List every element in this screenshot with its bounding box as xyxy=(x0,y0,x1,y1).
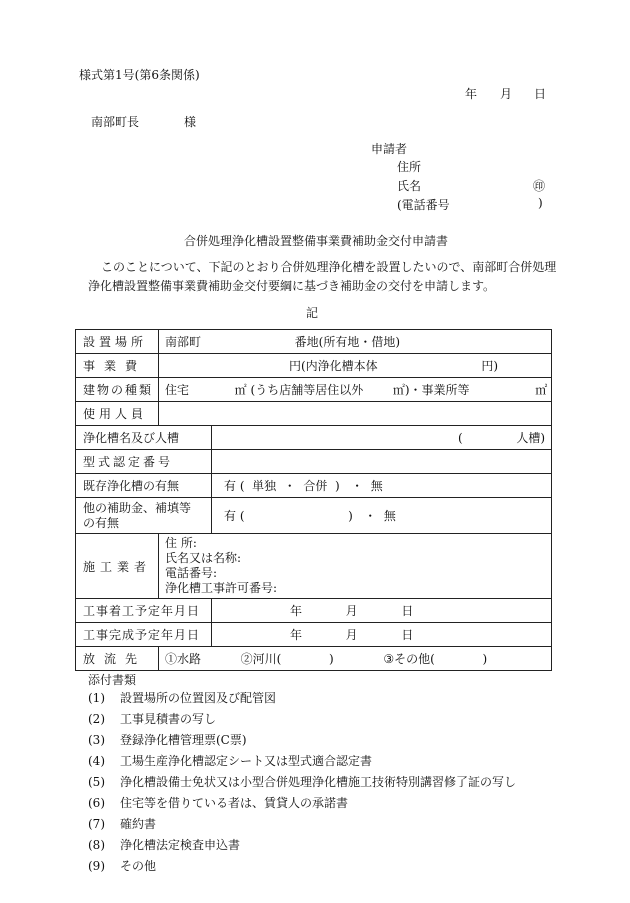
row-model xyxy=(76,450,552,474)
addressee: 南部町長 xyxy=(91,115,140,129)
contractor-name: 氏名又は名称: xyxy=(165,551,242,565)
end-date-year: 年 xyxy=(290,628,303,642)
attachment-num: (7) xyxy=(88,817,105,831)
building-house: 住宅 xyxy=(165,383,190,397)
attachment-item xyxy=(88,794,348,811)
tank-label: 浄化槽名及び人槽 xyxy=(76,426,212,450)
tank-open: ( xyxy=(458,431,463,445)
cost-text-end: 円) xyxy=(481,359,499,373)
body-line-2: 浄化槽設置整備事業費補助金交付要綱に基づき補助金の交付を申請します。 xyxy=(88,279,496,293)
other-subsidy-close: ) ・ 無 xyxy=(348,509,396,523)
model-label: 型式認定番号 xyxy=(76,450,212,474)
attachment-text: 登録浄化槽管理票(C票) xyxy=(120,733,247,747)
attachment-num: (6) xyxy=(88,796,105,810)
row-location xyxy=(76,330,552,354)
other-subsidy-open: 有 ( xyxy=(224,509,245,523)
attachment-item xyxy=(88,689,276,706)
discharge-opt-2: ②河川( xyxy=(240,652,282,666)
body-line-1: このことについて、下記のとおり合併処理浄化槽を設置したいので、南部町合併処理 xyxy=(101,260,557,274)
discharge-opt-3-close: ) xyxy=(482,652,488,666)
form-number: 様式第1号(第6条関係) xyxy=(79,68,200,82)
attachment-text: 浄化槽設備士免状又は小型合併処理浄化槽施工技術特別講習修了証の写し xyxy=(120,775,517,789)
attachment-text: 設置場所の位置図及び配管図 xyxy=(120,691,277,705)
attachment-text: 確約書 xyxy=(120,817,157,831)
cost-value xyxy=(159,354,552,378)
building-label: 建物の種類 xyxy=(76,378,159,402)
application-table xyxy=(75,329,552,671)
cost-label: 事業費 xyxy=(76,354,159,378)
attachment-text: 浄化槽法定検査申込書 xyxy=(120,838,241,852)
attachment-num: (8) xyxy=(88,838,105,852)
end-date-month: 月 xyxy=(345,628,358,642)
contractor-phone: 電話番号: xyxy=(165,566,218,580)
location-label: 設置場所 xyxy=(76,330,159,354)
row-discharge xyxy=(76,647,552,671)
building-m2-b: ㎡)・事業所等 xyxy=(392,383,470,397)
document-title: 合併処理浄化槽設置整備事業費補助金交付申請書 xyxy=(184,234,449,248)
contractor-value xyxy=(159,534,552,599)
attachment-text: 工場生産浄化槽認定シート又は型式適合認定書 xyxy=(120,754,373,768)
attachment-item xyxy=(88,836,240,853)
building-m2-c: ㎡ xyxy=(535,383,548,397)
attachment-text: 住宅等を借りている者は、賃貸人の承諾書 xyxy=(120,796,349,810)
tank-value xyxy=(212,426,552,450)
discharge-opt-2-close: ) xyxy=(329,652,334,666)
date-year-label: 年 xyxy=(465,87,478,101)
applicant-address-label: 住所 xyxy=(397,160,422,174)
tank-close: 人槽) xyxy=(516,431,546,445)
date-month-label: 月 xyxy=(500,87,513,101)
row-building xyxy=(76,378,552,402)
building-store: (うち店舗等居住以外 xyxy=(250,383,364,397)
attachment-num: (1) xyxy=(88,691,105,705)
attachment-num: (3) xyxy=(88,733,105,747)
attachment-item xyxy=(88,710,216,727)
model-value xyxy=(212,450,552,474)
building-m2-a: ㎡ xyxy=(234,383,247,397)
row-contractor xyxy=(76,534,552,599)
seal-mark: ㊞ xyxy=(533,179,546,193)
end-date-day: 日 xyxy=(401,628,414,642)
attachment-item xyxy=(88,815,156,832)
start-date-year: 年 xyxy=(290,604,303,618)
discharge-label: 放流先 xyxy=(76,647,159,671)
attachment-item xyxy=(88,752,372,769)
honorific: 様 xyxy=(184,115,197,129)
row-tank xyxy=(76,426,552,450)
other-subsidy-label xyxy=(76,498,212,534)
attachment-item xyxy=(88,857,156,874)
contractor-label: 施工業者 xyxy=(76,534,159,599)
discharge-value xyxy=(159,647,552,671)
other-subsidy-label-line-1: 他の補助金、補填等 xyxy=(83,500,192,515)
contractor-license: 浄化槽工事許可番号: xyxy=(165,581,278,595)
applicant-phone-close: ) xyxy=(538,196,543,210)
row-existing xyxy=(76,474,552,498)
building-value xyxy=(159,378,552,402)
start-date-month: 月 xyxy=(345,604,358,618)
attachment-num: (4) xyxy=(88,754,105,768)
other-subsidy-label-line-2: の有無 xyxy=(83,515,120,530)
attachment-num: (5) xyxy=(88,775,105,789)
location-prefix: 南部町 xyxy=(165,335,202,349)
contractor-address: 住 所: xyxy=(165,536,197,550)
location-suffix: 番地(所有地・借地) xyxy=(294,335,401,349)
start-date-day: 日 xyxy=(401,604,414,618)
existing-value: 有 ( 単独 ・ 合併 ) ・ 無 xyxy=(212,474,552,498)
row-users xyxy=(76,402,552,426)
attachments-title: 添付書類 xyxy=(88,673,137,687)
row-start-date xyxy=(76,599,552,623)
attachment-text: 工事見積書の写し xyxy=(120,712,217,726)
row-end-date xyxy=(76,623,552,647)
end-date-value xyxy=(212,623,552,647)
attachment-num: (9) xyxy=(88,859,105,873)
users-value xyxy=(159,402,552,426)
row-other-subsidy xyxy=(76,498,552,534)
applicant-title: 申請者 xyxy=(371,142,408,156)
discharge-opt-1: ①水路 xyxy=(165,652,202,666)
end-date-label: 工事完成予定年月日 xyxy=(76,623,212,647)
other-subsidy-value xyxy=(212,498,552,534)
start-date-value xyxy=(212,599,552,623)
attachment-text: その他 xyxy=(120,859,157,873)
cost-text: 円(内浄化槽本体 xyxy=(289,359,378,373)
users-label: 使用人員 xyxy=(76,402,159,426)
applicant-phone-label: (電話番号 xyxy=(397,198,450,212)
ki-label: 記 xyxy=(306,306,319,320)
start-date-label: 工事着工予定年月日 xyxy=(76,599,212,623)
attachment-item xyxy=(88,773,516,790)
location-value xyxy=(159,330,552,354)
existing-label: 既存浄化槽の有無 xyxy=(76,474,212,498)
row-cost xyxy=(76,354,552,378)
applicant-name-label: 氏名 xyxy=(397,179,422,193)
discharge-opt-3: ③その他( xyxy=(383,652,435,666)
attachment-item xyxy=(88,731,247,748)
date-day-label: 日 xyxy=(534,87,547,101)
attachment-num: (2) xyxy=(88,712,105,726)
